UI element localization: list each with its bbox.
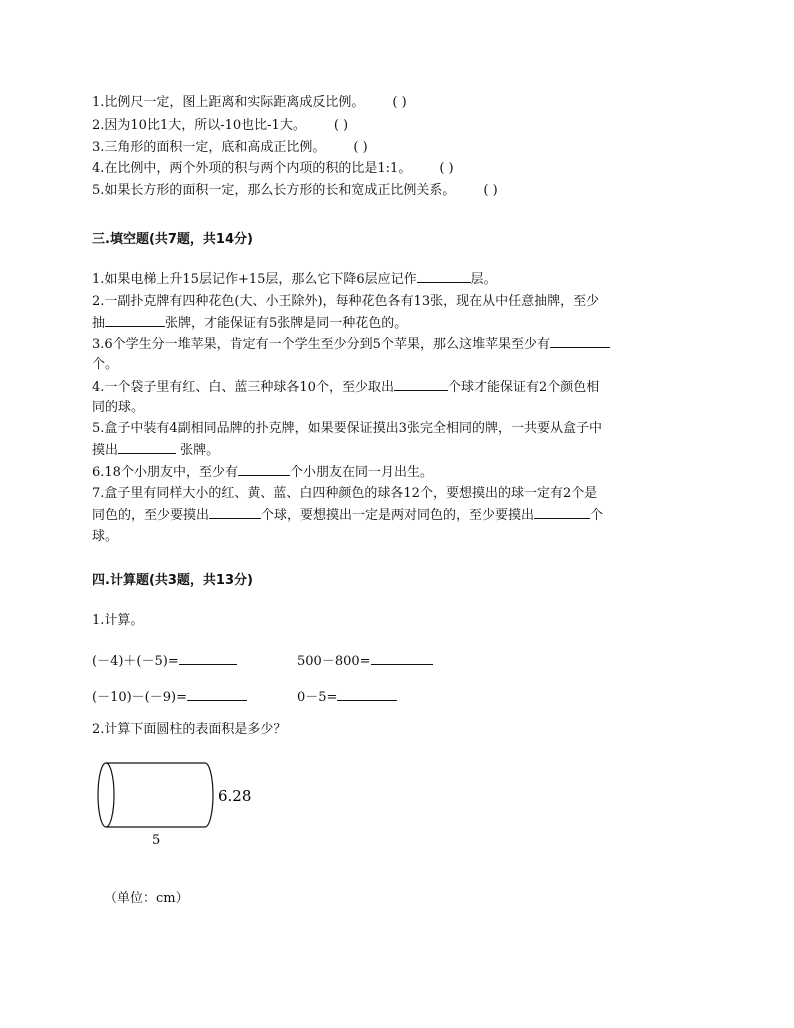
fill-item-7b	[92, 504, 603, 526]
question-text: 1.如果电梯上升15层记作+15层，那么它下降6层应记作	[92, 272, 417, 287]
answer-paren[interactable]: ( )	[333, 118, 349, 133]
fill-item-4a	[92, 376, 599, 398]
answer-blank[interactable]	[394, 376, 448, 391]
judge-item-4	[92, 158, 454, 179]
fill-item-7c	[92, 526, 118, 547]
section-title-fill: 三.填空题(共7题，共14分)	[92, 232, 253, 247]
judge-text: 3.三角形的面积一定，底和高成正比例。	[92, 140, 326, 155]
calc-q1-title: 1.计算。	[92, 613, 144, 628]
section-title-calc: 四.计算题(共3题，共13分)	[92, 573, 253, 588]
question-text: 同色的，至少要摸出	[92, 508, 210, 523]
fill-item-3a	[92, 333, 610, 355]
question-text: 个小朋友在同一月出生。	[289, 465, 433, 480]
cylinder-figure	[92, 755, 272, 855]
expression-text: (－10)－(－9)=	[92, 690, 187, 705]
answer-blank[interactable]	[118, 439, 176, 454]
answer-blank[interactable]	[337, 686, 397, 701]
answer-blank[interactable]	[105, 312, 165, 327]
fill-item-3b	[92, 354, 118, 375]
fill-item-4b	[92, 397, 144, 418]
question-text: 5.盒子中装有4副相同品牌的扑克牌，如果要保证摸出3张完全相同的牌，一共要从盒子中	[92, 421, 602, 436]
question-text: 6.18个小朋友中，至少有	[92, 465, 238, 480]
calc-expression-2	[297, 650, 433, 669]
answer-paren[interactable]: ( )	[439, 161, 454, 176]
answer-blank[interactable]	[371, 650, 433, 665]
judge-text: 5.如果长方形的面积一定，那么长方形的长和宽成正比例关系。	[92, 183, 456, 198]
question-text: 层。	[470, 272, 497, 287]
circumference-label: 6.28	[218, 787, 252, 805]
fill-item-5a	[92, 418, 602, 439]
question-text: 个球，要想摸出一定是两对同色的，至少要摸出	[261, 508, 535, 523]
expression-text: (－4)＋(－5)=	[92, 654, 179, 669]
cylinder-left-base	[98, 763, 114, 827]
unit-note: （单位：cm）	[104, 891, 189, 906]
calc-expression-3	[92, 686, 247, 705]
question-text: 同的球。	[92, 400, 145, 415]
judge-text: 2.因为10比1大，所以-10也比-1大。	[92, 118, 306, 133]
answer-blank[interactable]	[187, 686, 247, 701]
length-label: 5	[152, 833, 161, 848]
calc-expression-4	[297, 686, 397, 705]
calc-expression-1	[92, 650, 237, 669]
question-text: 个球才能保证有2个颜色相	[447, 380, 600, 395]
judge-item-5	[92, 180, 498, 201]
judge-text: 1.比例尺一定，图上距离和实际距离成反比例。	[92, 95, 365, 110]
judge-item-2	[92, 115, 348, 136]
fill-item-5b	[92, 439, 219, 461]
question-text: 2.一副扑克牌有四种花色(大、小王除外)，每种花色各有13张，现在从中任意抽牌，至少	[92, 294, 600, 309]
question-text: 摸出	[92, 443, 119, 458]
question-text: 抽	[92, 316, 106, 331]
question-text: 张牌，才能保证有5张牌是同一种花色的。	[165, 316, 408, 331]
question-text: 个。	[92, 357, 119, 372]
expression-text: 0－5=	[297, 690, 338, 705]
answer-paren[interactable]: ( )	[483, 183, 498, 198]
question-text: 个	[590, 508, 604, 523]
calc-q2-title: 2.计算下面圆柱的表面积是多少？	[92, 722, 287, 737]
judge-item-1	[92, 92, 407, 113]
answer-blank[interactable]	[238, 461, 290, 476]
answer-blank[interactable]	[417, 268, 471, 283]
fill-item-1	[92, 268, 497, 290]
expression-text: 500－800=	[297, 654, 371, 669]
question-text: 球。	[92, 529, 119, 544]
answer-paren[interactable]: ( )	[353, 140, 368, 155]
answer-paren[interactable]: ( )	[392, 95, 407, 110]
cylinder-right-base	[205, 763, 213, 827]
question-text: 张牌。	[176, 443, 220, 458]
judge-item-3	[92, 137, 368, 158]
question-text: 3.6个学生分一堆苹果，肯定有一个学生至少分到5个苹果，那么这堆苹果至少有	[92, 337, 550, 352]
fill-item-2a	[92, 291, 599, 312]
answer-blank[interactable]	[534, 504, 590, 519]
fill-item-6	[92, 461, 433, 483]
question-text: 4.一个袋子里有红、白、蓝三种球各10个，至少取出	[92, 380, 394, 395]
question-text: 7.盒子里有同样大小的红、黄、蓝、白四种颜色的球各12个，要想摸出的球一定有2个是	[92, 486, 598, 501]
fill-item-7a	[92, 483, 597, 504]
answer-blank[interactable]	[179, 650, 237, 665]
answer-blank[interactable]	[209, 504, 261, 519]
judge-text: 4.在比例中，两个外项的积与两个内项的积的比是1:1。	[92, 161, 412, 176]
answer-blank[interactable]	[550, 333, 610, 348]
fill-item-2b	[92, 312, 407, 334]
